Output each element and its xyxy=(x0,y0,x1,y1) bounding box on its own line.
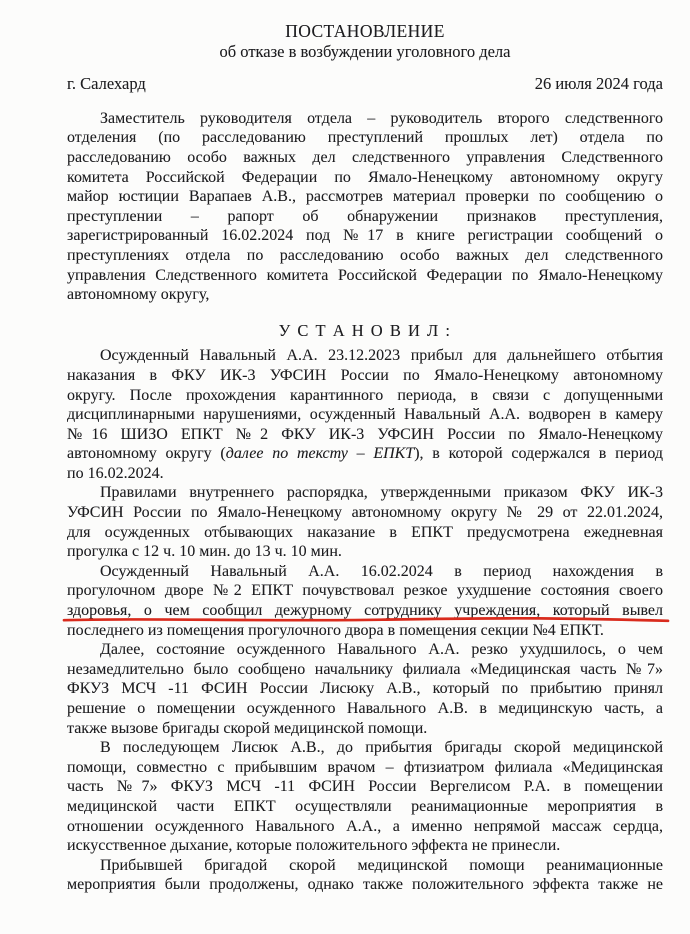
doc-line: наказания в ФКУ ИК-3 УФСИН России по Ямало-Ненецкому автономному xyxy=(67,366,663,384)
paragraph xyxy=(67,562,663,640)
doc-line: часть №7» ФКУЗ МСЧ -11 ФСИН России Вергелисом Р.А. в помещении xyxy=(67,778,663,796)
doc-line: Осужденный Навальный А.А. 16.02.2024 в период нахождения в xyxy=(100,562,663,580)
doc-line: для осужденных отбывающих наказание в ЕПКТ предусмотрена ежедневная xyxy=(67,523,663,541)
paragraph xyxy=(67,483,663,561)
doc-line: незамедлительно было сообщено начальнику филиала «Медицинская часть №7» xyxy=(67,660,663,678)
doc-line: медицинской части ЕПКТ осуществляли реанимационные мероприятия в xyxy=(67,797,663,815)
doc-line: здоровья, о чем сообщил дежурному сотруднику учреждения, который вывел xyxy=(67,601,663,621)
doc-line: дисциплинарными нарушениями, осужденный Навальный А.А. водворен в камеру xyxy=(67,406,663,424)
doc-line: прогулочном дворе №2 ЕПКТ почувствовал резкое ухудшение состояния своего xyxy=(67,582,663,600)
doc-line: по 16.02.2024. xyxy=(67,464,164,482)
paragraph xyxy=(67,346,663,483)
place-date-row xyxy=(67,74,663,94)
document-place: г. Салехард xyxy=(67,74,146,94)
paragraph xyxy=(67,738,663,856)
doc-line: В последующем Лисюк А.В., до прибытия бригады скорой медицинской xyxy=(100,739,663,757)
document-body xyxy=(67,109,663,895)
doc-line: зарегистрированный 16.02.2024 под №17 в книге регистрации сообщений о xyxy=(67,227,663,245)
doc-line: УФСИН России по Ямало-Ненецкому автономному округу № 29 от 22.01.2024, xyxy=(67,504,663,522)
doc-line: комитета Российской Федерации по Ямало-Ненецкому автономному округу xyxy=(67,168,663,186)
paragraph xyxy=(67,856,663,895)
doc-line: автономному округу, xyxy=(67,286,210,304)
doc-line: преступлении – рапорт об обнаружении признаков преступления, xyxy=(67,207,663,225)
doc-line: управления Следственного комитета Российской Федерации по Ямало-Ненецкому xyxy=(67,266,663,284)
paragraph xyxy=(67,640,663,738)
text-segment: ), в которой содержался в период xyxy=(414,445,663,463)
doc-line: также вызове бригады скорой медицинской помощи. xyxy=(67,719,428,737)
doc-line: округу. После прохождения карантинного периода, в связи с допущенными xyxy=(67,386,663,404)
doc-line: ФКУЗ МСЧ -11 ФСИН России Лисюку А.В., который по прибытию принял xyxy=(67,680,663,698)
paragraph xyxy=(67,109,663,305)
text-segment: автономному округу ( xyxy=(67,445,226,463)
italic-text: далее по тексту – ЕПКТ xyxy=(225,445,415,463)
doc-line: Заместитель руководителя отдела – руководитель второго следственного xyxy=(100,109,663,127)
doc-line: прогулка с 12 ч. 10 мин. до 13 ч. 10 мин. xyxy=(67,543,342,561)
doc-line: расследованию особо важных дел следственного управления Следственного xyxy=(67,148,663,166)
doc-line: мероприятия были продолжены, однако также положительного эффекта также не xyxy=(67,876,663,894)
doc-line xyxy=(67,444,663,464)
doc-line: майор юстиции Варапаев А.В., рассмотрев материал проверки по сообщению о xyxy=(67,188,663,206)
doc-line: искусственное дыхание, которые положительного эффекта не принесли. xyxy=(67,837,561,855)
doc-line: Осужденный Навальный А.А. 23.12.2023 прибыл для дальнейшего отбытия xyxy=(100,347,663,365)
doc-line: Прибывшей бригадой скорой медицинской помощи реанимационные xyxy=(100,856,663,874)
doc-line: отношении осужденного Навального А.А., а именно непрямой массаж сердца, xyxy=(67,817,663,835)
doc-line: помощи, совместно с прибывшим врачом – фтизиатром филиала «Медицинская xyxy=(67,758,663,776)
document-date: 26 июля 2024 года xyxy=(534,74,663,94)
doc-line: Правилами внутреннего распорядка, утвержденными приказом ФКУ ИК-3 xyxy=(100,484,663,502)
document-subtitle: об отказе в возбуждении уголовного дела xyxy=(219,41,511,61)
resolved-heading: У С Т А Н О В И Л : xyxy=(278,320,452,340)
doc-line: последнего из помещения прогулочного двора в помещения секции №4 ЕПКТ. xyxy=(67,621,604,639)
doc-line: решение о помещении осужденного Навального А.В. в медицинскую часть, а xyxy=(67,700,663,717)
doc-line: преступлениях отдела по расследованию особо важных дел следственного xyxy=(67,246,663,264)
doc-line: №16 ШИЗО ЕПКТ №2 ФКУ ИК-3 УФСИН России по Ямало-Ненецкому xyxy=(67,425,663,443)
doc-line: отделения (по расследованию преступлений прошлых лет) отдела по xyxy=(67,129,663,147)
doc-line: Далее, состояние осужденного Навального А.А. резко ухудшилось, о чем xyxy=(100,641,663,659)
document-title: ПОСТАНОВЛЕНИЕ xyxy=(285,21,445,41)
